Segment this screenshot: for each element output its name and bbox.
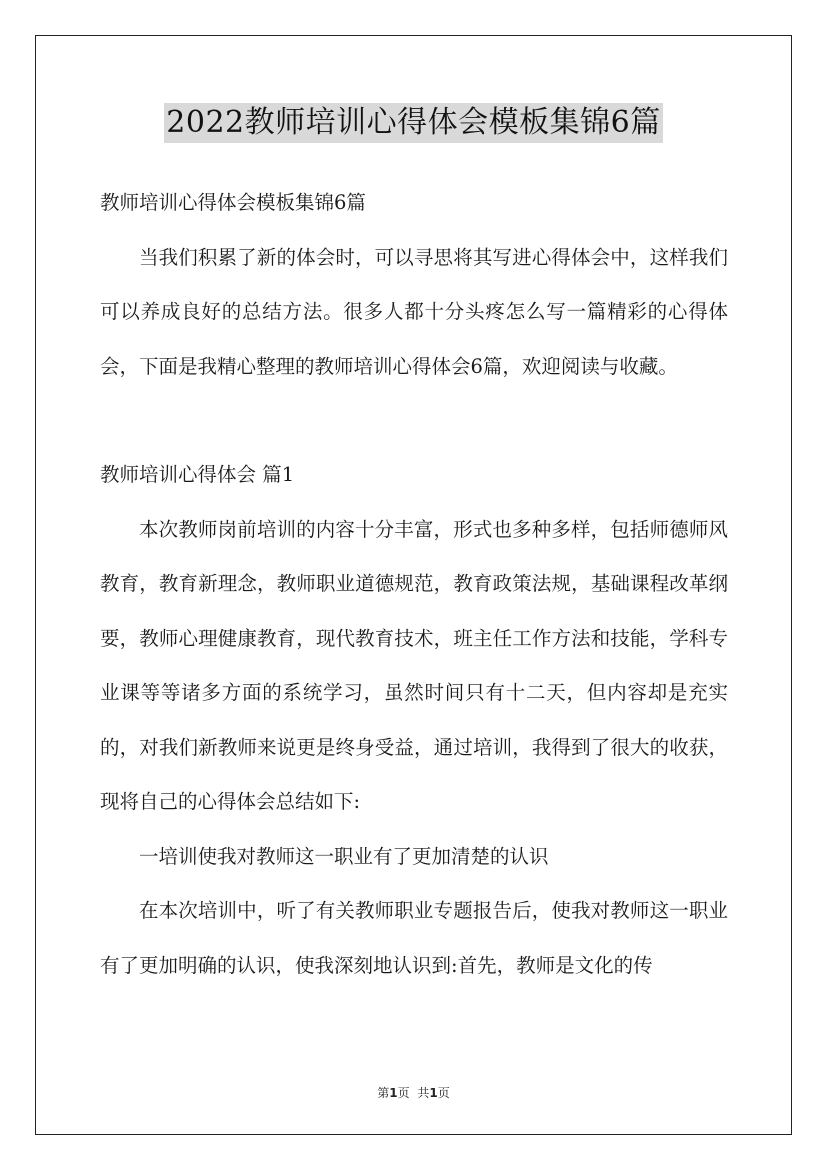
document-subtitle: 教师培训心得体会模板集锦6篇 [100, 191, 366, 214]
document-title: 2022教师培训心得体会模板集锦6篇 [164, 103, 662, 143]
title-container [0, 103, 827, 143]
body-paragraph: 在本次培训中，听了有关教师职业专题报告后，使我对教师这一职业有了更加明确的认识，使我深刻地认识到:首先，教师是文化的传 [100, 899, 728, 977]
total-unit: 页 [437, 1086, 450, 1100]
page-unit: 页 [397, 1086, 410, 1100]
document-body [100, 176, 728, 993]
page-label: 第 [377, 1086, 390, 1100]
paragraph-spacer [100, 394, 728, 448]
section-heading: 教师培训心得体会 篇1 [100, 463, 295, 486]
total-label: 共 [417, 1086, 430, 1100]
point-heading: 一培训使我对教师这一职业有了更加清楚的认识 [139, 844, 549, 868]
page-number: 1 [389, 1086, 398, 1100]
body-paragraph: 本次教师岗前培训的内容十分丰富，形式也多种多样，包括师德师风教育，教育新理念，教师职业道德规范，教育政策法规，基础课程改革纲要，教师心理健康教育，现代教育技术，班主任工作方法和技能，学科专业课等等诸多方面的系统学习，虽然时间只有十二天，但内容却是充实的，对我们新教师来说更是终身受益，通过培训，我得到了很大的收获，现将自己的心得体会总结如下: [100, 517, 728, 813]
intro-paragraph: 当我们积累了新的体会时，可以寻思将其写进心得体会中，这样我们可以养成良好的总结方法。很多人都十分头疼怎么写一篇精彩的心得体会，下面是我精心整理的教师培训心得体会6篇，欢迎阅读与收藏。 [100, 245, 728, 378]
page-footer [0, 1084, 827, 1101]
total-pages: 1 [429, 1086, 438, 1100]
